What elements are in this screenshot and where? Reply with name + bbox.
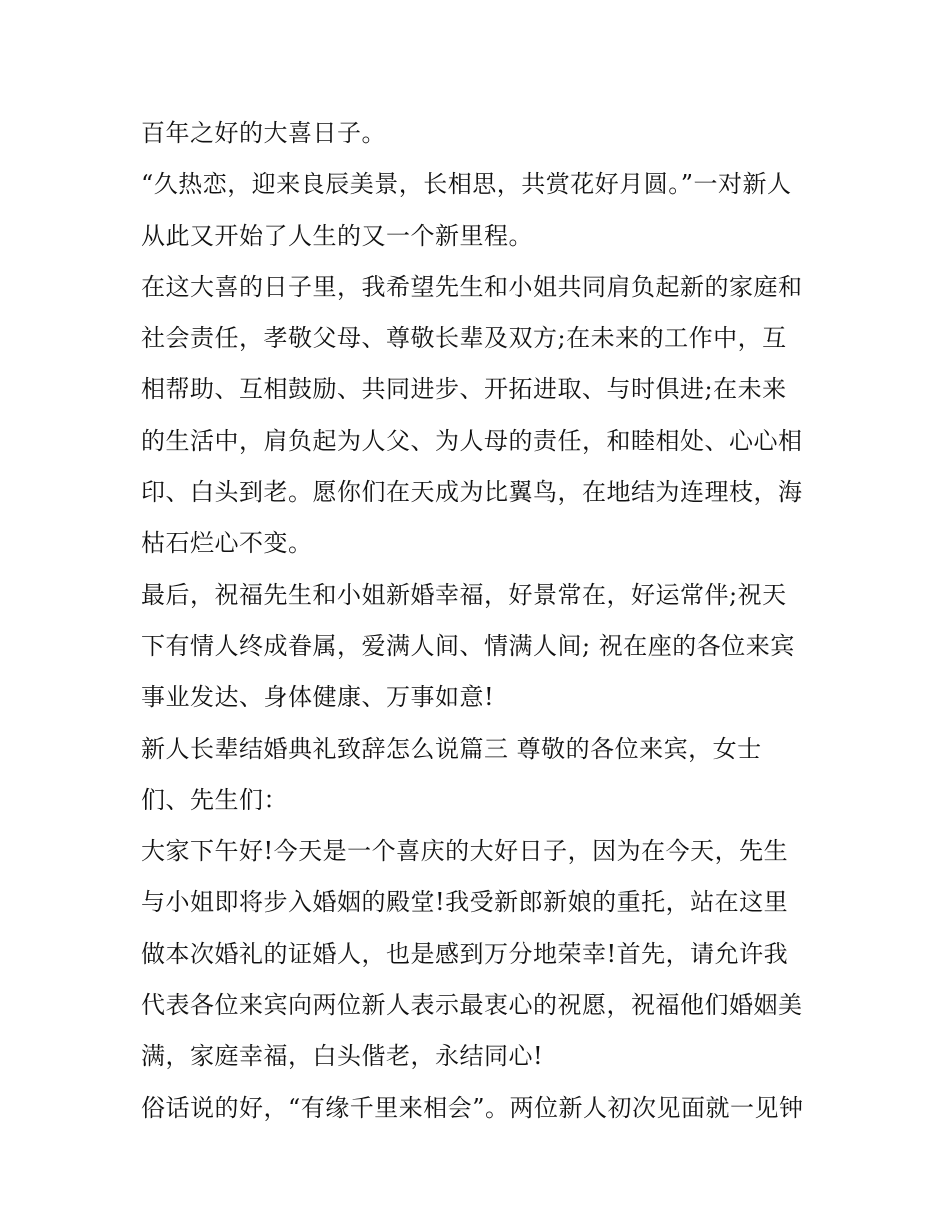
text-line: 相帮助、互相鼓励、共同进步、开拓进取、与时俱进;在未来: [141, 375, 787, 404]
text-line: 在这大喜的日子里，我希望先生和小姐共同肩负起新的家庭和: [141, 272, 803, 301]
document-body: [141, 108, 821, 1134]
text-line: 做本次婚礼的证婚人，也是感到万分地荣幸!首先，请允许我: [141, 939, 789, 968]
text-line: 枯石烂心不变。: [141, 529, 313, 558]
text-line: 满，家庭幸福，白头偕老，永结同心!: [141, 1042, 544, 1071]
text-line: “久热恋，迎来良辰美景，长相思，共赏花好月圆。”一对新人: [141, 170, 792, 199]
text-line: 从此又开始了人生的又一个新里程。: [141, 221, 533, 250]
text-line: 与小姐即将步入婚姻的殿堂!我受新郎新娘的重托，站在这里: [141, 888, 789, 917]
text-line: 俗话说的好，“有缘千里来相会”。两位新人初次见面就一见钟: [141, 1093, 804, 1122]
text-line: 最后，祝福先生和小姐新婚幸福，好景常在，好运常伴;祝天: [141, 580, 787, 609]
section-heading-line: 新人长辈结婚典礼致辞怎么说篇三 尊敬的各位来宾，女士: [141, 734, 762, 763]
text-line: 的生活中，肩负起为人父、为人母的责任，和睦相处、心心相: [141, 426, 803, 455]
text-line: 社会责任，孝敬父母、尊敬长辈及双方;在未来的工作中，互: [141, 324, 787, 353]
text-line: 下有情人终成眷属，爱满人间、情满人间; 祝在座的各位来宾: [141, 631, 795, 660]
text-line: 印、白头到老。愿你们在天成为比翼鸟，在地结为连理枝，海: [141, 478, 803, 507]
text-line: 百年之好的大喜日子。: [141, 119, 386, 147]
text-line: 大家下午好!今天是一个喜庆的大好日子，因为在今天，先生: [141, 837, 789, 866]
text-line: 代表各位来宾向两位新人表示最衷心的祝愿，祝福他们婚姻美: [141, 991, 803, 1020]
text-line: 们、先生们：: [141, 785, 288, 814]
text-line: 事业发达、身体健康、万事如意!: [141, 683, 495, 712]
